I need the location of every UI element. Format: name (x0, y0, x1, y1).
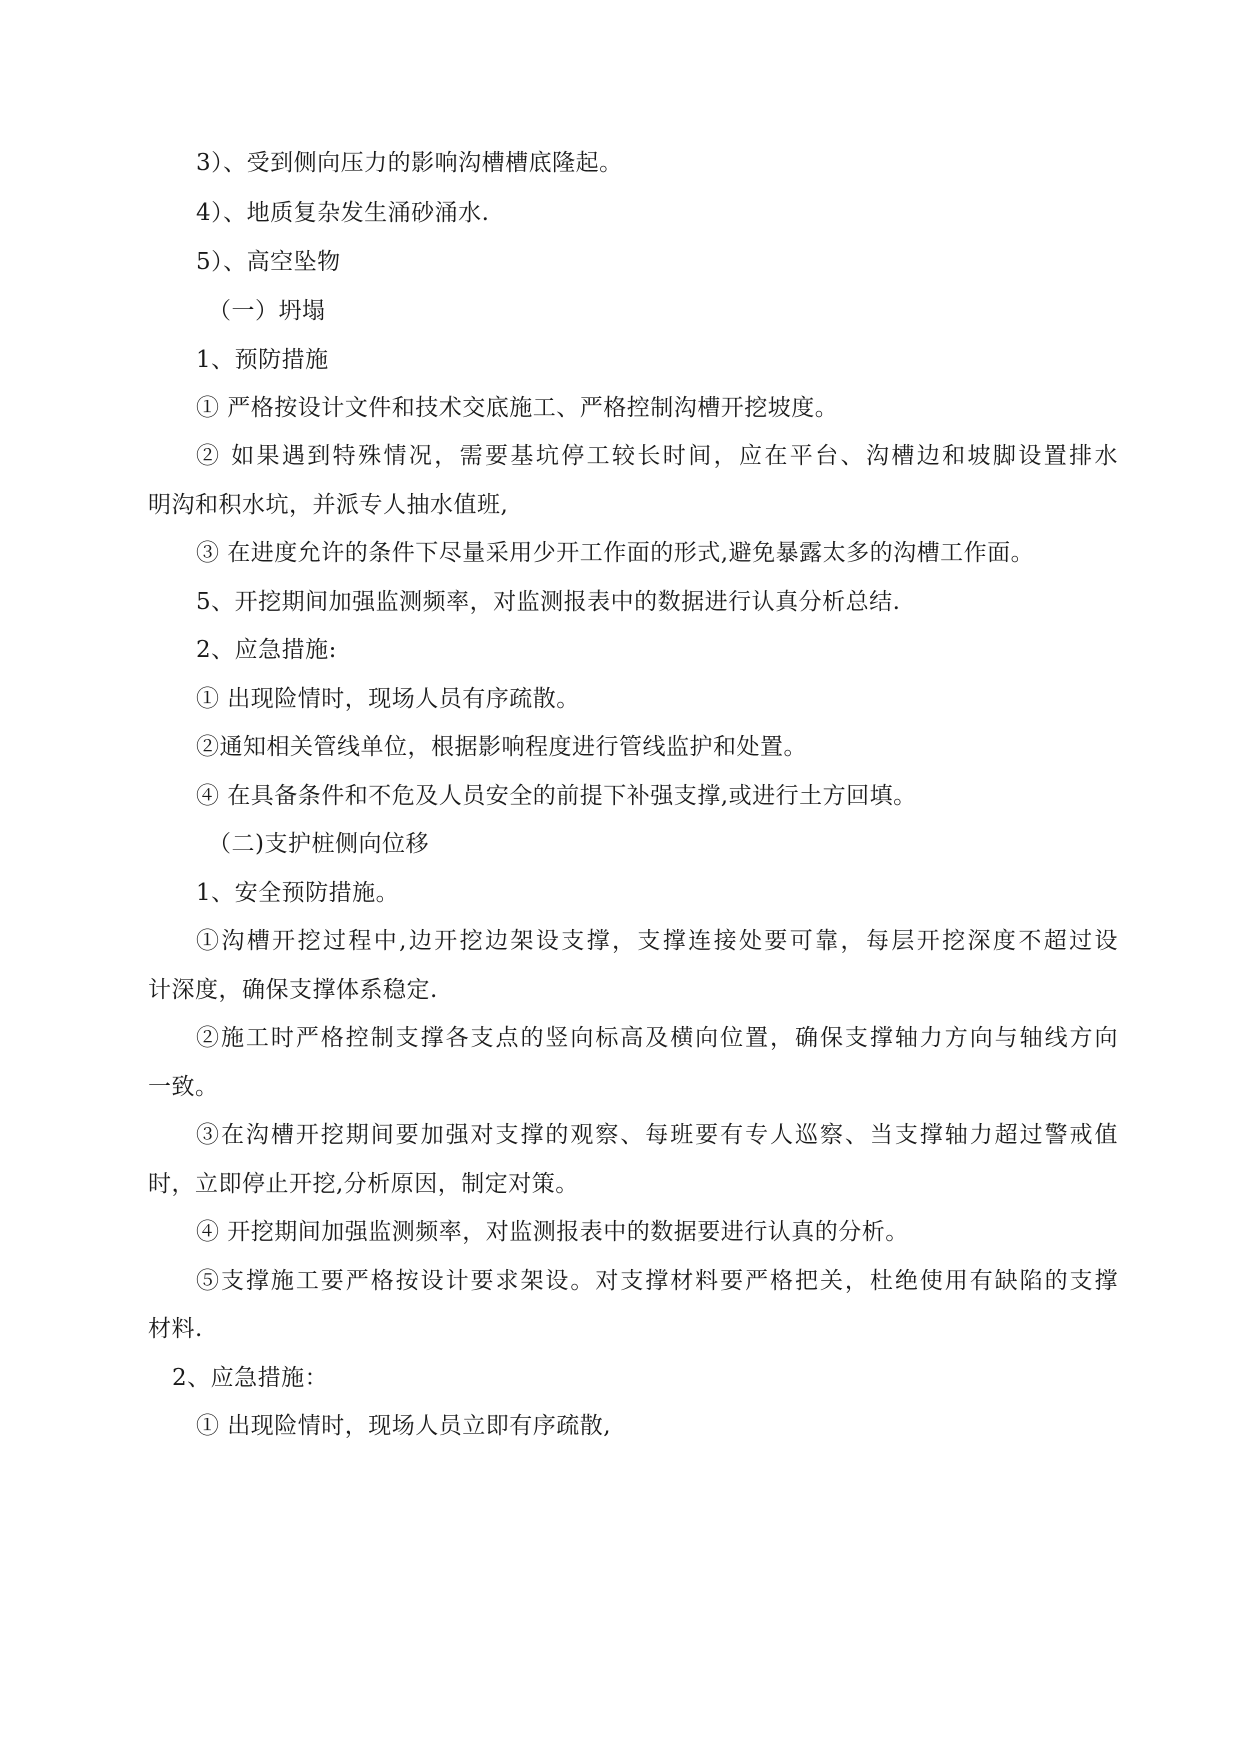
paragraph: ②通知相关管线单位，根据影响程度进行管线监护和处置。 (196, 734, 807, 760)
list-item-5: 5）、高空坠物 (196, 249, 341, 275)
section-heading-collapse: （一）坍塌 (208, 298, 326, 324)
paragraph: ②施工时严格控制支撑各支点的竖向标高及横向位置，确保支撑轴力方向与轴线方向 (196, 1025, 1118, 1051)
paragraph: ③ 在进度允许的条件下尽量采用少开工作面的形式,避免暴露太多的沟槽工作面。 (196, 540, 1035, 566)
paragraph: ② 如果遇到特殊情况，需要基坑停工较长时间，应在平台、沟槽边和坡脚设置排水 (196, 443, 1118, 469)
subheading-safety-prevention: 1、安全预防措施。 (196, 880, 400, 906)
paragraph: ①沟槽开挖过程中,边开挖边架设支撑，支撑连接处要可靠，每层开挖深度不超过设 (196, 928, 1118, 954)
paragraph: ④ 在具备条件和不危及人员安全的前提下补强支撑,或进行土方回填。 (196, 783, 917, 809)
paragraph: ③在沟槽开挖期间要加强对支撑的观察、每班要有专人巡察、当支撑轴力超过警戒值 (196, 1122, 1118, 1148)
paragraph: ① 出现险情时，现场人员有序疏散。 (196, 686, 580, 712)
subheading-emergency: 2、应急措施: (196, 637, 337, 663)
subheading-prevention: 1、预防措施 (196, 347, 329, 373)
paragraph: ④ 开挖期间加强监测频率，对监测报表中的数据要进行认真的分析。 (196, 1219, 909, 1245)
subheading-emergency: 2、应急措施： (172, 1365, 329, 1391)
list-item-4: 4）、地质复杂发生涌砂涌水. (196, 200, 490, 226)
paragraph: ① 出现险情时，现场人员立即有序疏散, (196, 1413, 612, 1439)
paragraph-continuation: 时，立即停止开挖,分析原因，制定对策。 (148, 1171, 579, 1197)
paragraph: 5、开挖期间加强监测频率，对监测报表中的数据进行认真分析总结. (196, 589, 901, 615)
paragraph-continuation: 明沟和积水坑，并派专人抽水值班, (148, 492, 509, 518)
paragraph-continuation: 材料. (148, 1316, 203, 1342)
paragraph-continuation: 一致。 (148, 1074, 219, 1100)
list-item-3: 3）、受到侧向压力的影响沟槽槽底隆起。 (196, 150, 623, 176)
paragraph-continuation: 计深度，确保支撑体系稳定. (148, 977, 438, 1003)
section-heading-displacement: （二)支护桩侧向位移 (208, 831, 429, 857)
paragraph: ⑤支撑施工要严格按设计要求架设。对支撑材料要严格把关，杜绝使用有缺陷的支撑 (196, 1268, 1118, 1294)
paragraph: ① 严格按设计文件和技术交底施工、严格控制沟槽开挖坡度。 (196, 395, 839, 421)
